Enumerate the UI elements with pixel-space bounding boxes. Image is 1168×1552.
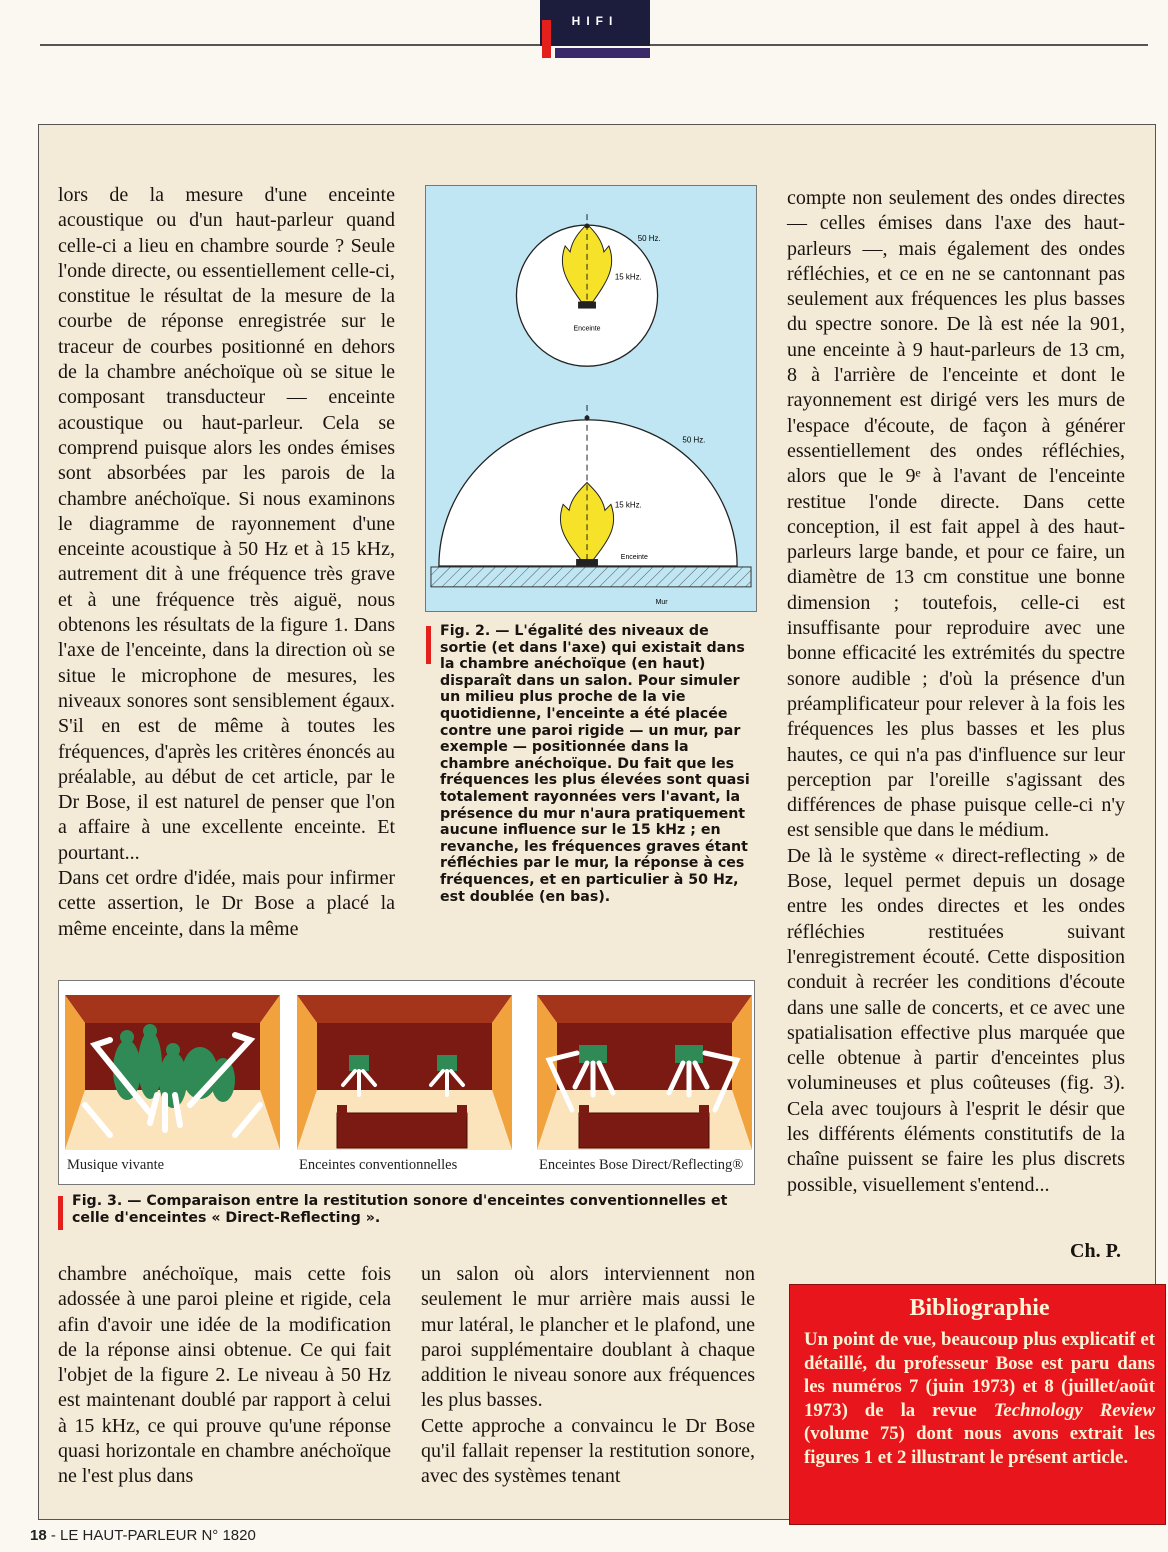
speaker-icon (578, 302, 596, 309)
article-column-bottom-left (58, 1262, 391, 1490)
paragraph: compte non seulement des ondes directes — celles émises dans l'axe des haut-parleurs —, mais également des ondes réfléchies, et ce en ne se cantonnant pas seulement aux fréquences les plus basses du spectre sonore. De là est née la 901, une enceinte à 9 haut-parleurs de 13 cm, 8 à l'arrière de l'enceinte et dont le rayonnement est dirigé vers les murs de l'espace d'écoute, de façon à générer essentiellement des ondes réfléchies, alors que le 9ᵉ à l'avant de l'enceinte restitue l'onde directe. Dans cette conception, il est fait appel à des haut-parleurs large bande, et pour ce faire, un diamètre de 13 cm constitue une bonne dimension ; toutefois, celle-ci est insuffisante pour reproduire avec une bonne efficacité les extrémités du spectre sonore audible ; d'où la présence d'un préamplificateur pour relever à la fois les fréquences les plus basses et les plus hautes, ce qui n'a pas d'influence sur leur perception par l'oreille s'agissant des différences de phase puisque celle-ci n'y est sensible que dans le médium. (787, 187, 1125, 842)
paragraph: un salon où alors interviennent non seulement le mur arrière mais aussi le mur latéral, le plancher et le plafond, une paroi supplémentaire doublant à chaque addition le niveau sonore aux fréquences les plus basses. (421, 1263, 755, 1412)
label-enceinte: Enceinte (620, 554, 648, 562)
measurement-point (585, 415, 590, 420)
label-50hz: 50 Hz. (637, 233, 661, 243)
radiation-pattern-svg (426, 186, 756, 611)
speaker-icon (576, 559, 598, 567)
figure-3-caption: Fig. 3. — Comparaison entre la restitution sonore d'enceintes conventionnelles et celle d'enceintes « Direct-Reflecting ». (72, 1193, 728, 1226)
header-rule (40, 44, 540, 46)
figure-2-caption: Fig. 2. — L'égalité des niveaux de sortie (et dans l'axe) qui existait dans la chambre anéchoïque (en haut) disparaît dans un salon. Pour simuler un milieu plus proche de la vie quotidienne, l'enceinte a été placée contre une paroi rigide — un mur, par exemple — positionnée dans la chambre anéchoïque. Du fait que les fréquences les plus élevées sont quasi totalement rayonnées vers l'avant, la présence du mur n'aura pratiquement aucune influence sur le 15 kHz ; en revanche, les fréquences graves étant réfléchies par le mur, la réponse à ces fréquences, et en particulier à 50 Hz, est doublée (en bas). (440, 623, 750, 905)
sofa (579, 1113, 709, 1148)
bibliography-text (804, 1328, 1155, 1469)
measurement-point (585, 224, 590, 229)
section-tab-purple-bar (555, 48, 650, 58)
article-column-right (787, 186, 1125, 1198)
author-signature: Ch. P. (1070, 1240, 1121, 1262)
article-column-left (58, 183, 395, 942)
paragraph: Dans cet ordre d'idée, mais pour infirmer cette assertion, le Dr Bose a placé la même enceinte, dans la même (58, 867, 395, 940)
speaker-icon (437, 1055, 457, 1071)
panel-label: Enceintes conventionnelles (299, 1157, 458, 1173)
figure-3-illustration (58, 980, 755, 1185)
caption-marker (426, 626, 431, 664)
panel-label: Enceintes Bose Direct/Reflecting® (539, 1157, 744, 1173)
label-mur: Mur (655, 598, 668, 606)
paragraph: lors de la mesure d'une enceinte acoustique ou d'un haut-parleur quand celle-ci a lieu en chambre sourde ? Seule l'onde directe, ou essentiellement celle-ci, constitue le résultat de la mesure de la courbe de réponse enregistrée sur le traceur de courbes positionné en dehors de la chambre anéchoïque où se situe le composant transducteur — enceinte acoustique ou haut-parleur. Cela se comprend puisque alors les ondes émises sont absorbées par les parois de la chambre anéchoïque. Si nous examinons le diagramme de rayonnement d'une enceinte acoustique à 50 Hz et à 15 kHz, autrement dit à une fréquence très grave et à une fréquence très aiguë, nous obtenons les résultats de la figure 1. Dans l'axe de l'enceinte, dans la direction où se situe le microphone de mesures, les niveaux sonores sont sensiblement égaux. S'il en est de même à toutes les fréquences, d'après les critères énoncés au préalable, au début de cet article, par le Dr Bose, il est naturel de penser que l'on a affaire à une excellente enceinte. Et pourtant... (58, 184, 395, 864)
bibliography-title: Bibliographie (909, 1295, 1050, 1321)
speaker-icon (675, 1045, 703, 1063)
figure-2-diagram (425, 185, 757, 612)
page-number: 18 (30, 1527, 47, 1544)
paragraph: Cette approche a convaincu le Dr Bose qu'il fallait repenser la restitution sonore, avec des systèmes tenant (421, 1414, 755, 1488)
wall-hatched (431, 567, 751, 587)
speaker-icon (579, 1045, 607, 1063)
publication-name: - LE HAUT-PARLEUR N° 1820 (46, 1527, 256, 1544)
sofa (337, 1113, 467, 1148)
article-column-bottom-middle (421, 1262, 755, 1490)
caption-marker (58, 1196, 63, 1230)
panel-conventional-speakers (297, 995, 512, 1150)
panel-label: Musique vivante (67, 1157, 165, 1173)
paragraph: chambre anéchoïque, mais cette fois adossée à une paroi pleine et rigide, cela afin d'avoir une idée de la modification de la réponse ainsi obtenue. Ce qui fait l'objet de la figure 2. Le niveau à 50 Hz est maintenant doublé par rapport à celui à 15 kHz, ce qui prouve qu'une réponse quasi horizontale en chambre anéchoïque ne l'est plus dans (58, 1263, 391, 1488)
label-15khz: 15 kHz. (614, 272, 642, 282)
speaker-icon (349, 1055, 369, 1071)
panel-live-music (65, 995, 280, 1150)
page-footer (30, 1527, 256, 1544)
bibliography-text-part: (volume 75) dont nous avons extrait les figures 1 et 2 illustrant le présent article. (804, 1423, 1155, 1468)
bibliography-text-part: Un point de vue, beaucoup plus explicatif et détaillé, du professeur Bose est paru dans les numéros 7 (juin 1973) et 8 (juillet/août 1973) de la revue (804, 1329, 1155, 1421)
label-enceinte: Enceinte (573, 325, 601, 333)
header-rule (650, 44, 1148, 46)
panel-bose-direct-reflecting (537, 995, 752, 1150)
journal-title: Technology Review (993, 1399, 1155, 1421)
label-15khz: 15 kHz. (614, 500, 642, 510)
bibliography-box (789, 1284, 1166, 1525)
paragraph: De là le système « direct-reflecting » de Bose, lequel permet depuis un dosage entre les ondes directes et les ondes réfléchies restituées suivant l'enregistrement écouté. Cette disposition conduit à recréer les conditions d'écoute dans une salle de concerts, et ce avec une spatialisation effective plus marquée que celle obtenue à partir d'enceintes plus volumineuses et plus coûteuses (fig. 3). Cela avec toujours à l'esprit le désir que les différents éléments constitutifs de la chaîne puissent se faire les plus discrets possible, visuellement s'entend... (787, 844, 1125, 1196)
section-label: HIFI (571, 14, 619, 28)
label-50hz: 50 Hz. (682, 435, 706, 445)
